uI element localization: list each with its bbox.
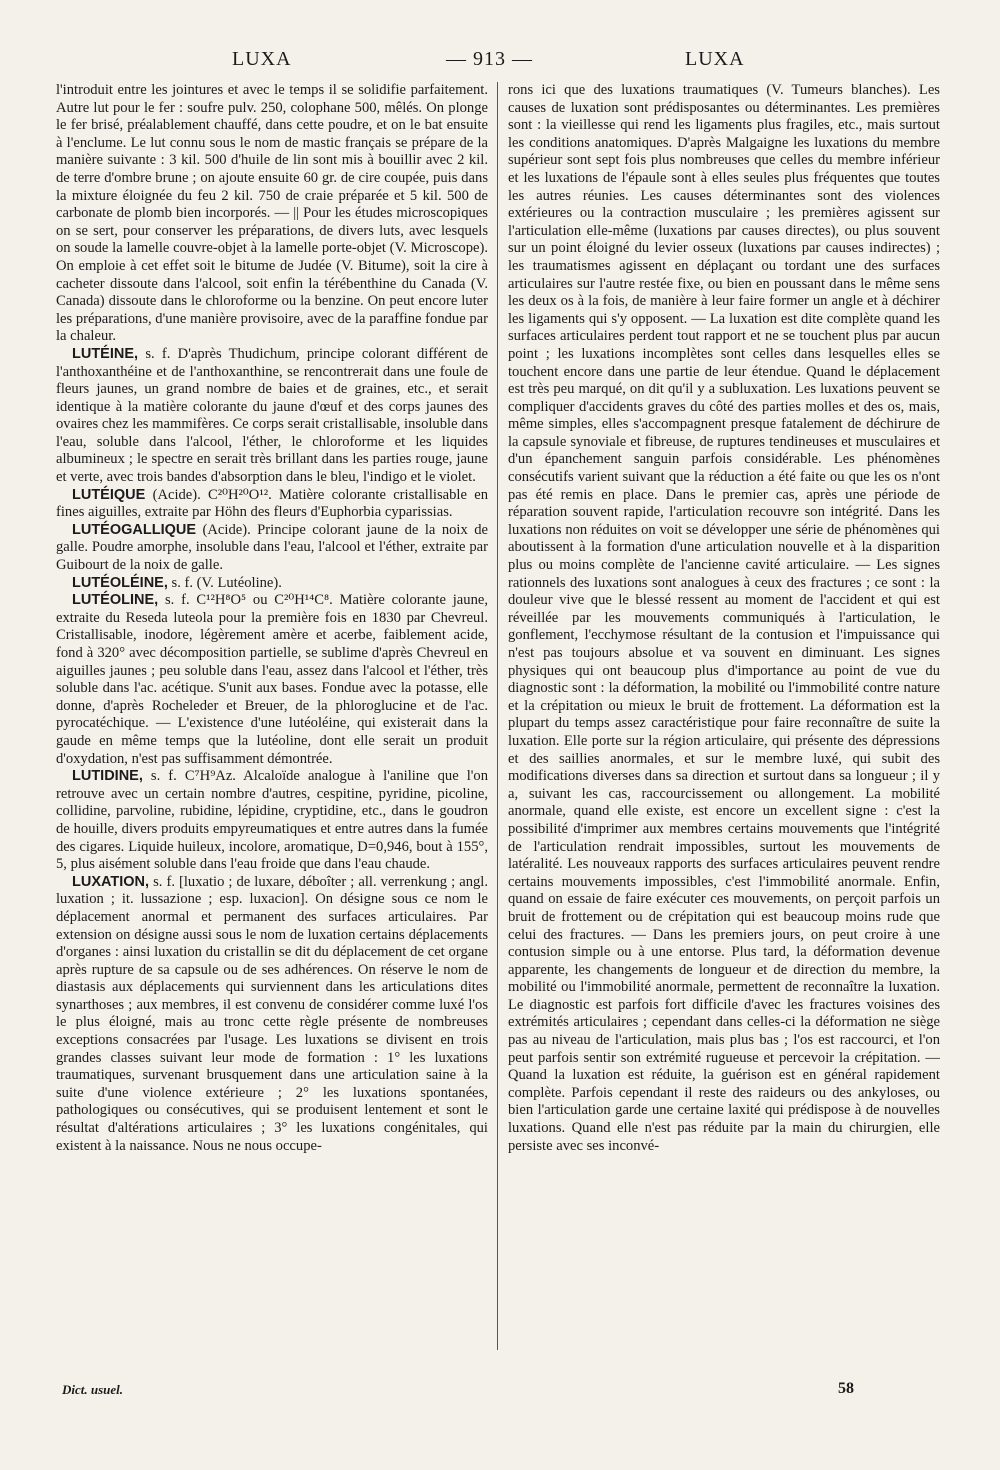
continued-paragraph: rons ici que des luxations traumatiques (V. Tumeurs blanches). Les causes de luxation sont prédisposantes ou déterminantes. Les premières sont : la vieillesse qui rend les ligaments plus fragiles, etc., mais surtout les conditions anatomiques. D'après Malgaigne les luxations du membre supérieur sont sept fois plus nombreuses que celles du membre inférieur et les luxations de l'épaule sont à elles seules plus fréquentes que toutes les autres réunies. Les causes déterminantes sont des violences extérieures ou la contraction musculaire ; les premières agissent sur l'articulation elle-même (luxations par causes directes), ou plus souvent sur un point éloigné du levier osseux (luxations par causes indirectes) ; les traumatismes agissent en déplaçant ou tordant une des surfaces articulaires sur l'autre restée fixe, ou bien en poussant dans le même sens les deux os à la fois, de manière à leur faire former un angle et à déchirer les ligaments qui s'y opposent. — La luxation est dite complète quand les surfaces articulaires perdent tout rapport et ne se touchent plus par aucun point ; les luxations incomplètes sont celles dans lesquelles elles se touchent encore dans une partie de leur étendue. Quand le déplacement est très peu marqué, on dit qu'il y a subluxation. Les luxations peuvent se compliquer d'accidents graves du côté des parties molles et des os, mais, même simples, elles s'accompagnent presque fatalement de déchirure de la capsule synoviale et fibreuse, de ruptures tendineuses et musculaires et d'un épanchement sanguin parfois considérable. Les phénomènes consécutifs varient suivant que la réduction a été faite ou que les os n'ont pas été remis en place. Dans le premier cas, après une période de réparation souvent rapide, l'articulation recouvre son intégrité. Dans les luxations non réduites on voit se développer une série de phénomènes qui aboutissent à la formation d'une articulation nouvelle et à la disparition plus ou moins complète de l'ancienne cavité articulaire. — Les signes rationnels des luxations sont analogues à ceux des fractures ; ce sont : la douleur vive que le blessé ressent au moment de l'accident et qui est réveillée par les mouvements communiqués à l'articulation, le gonflement, l'ecchymose résultant de la contusion et l'impuissance qui n'est pas toujours absolue et va souvent en diminuant. Les signes physiques qui ont beaucoup plus d'importance au point de vue du diagnostic sont : la déformation, la mobilité ou l'immobilité contre nature et la crépitation ou mieux le bruit de frottement. La déformation est la plupart du temps assez caractéristique pour faire reconnaître de suite la luxation. Elle porte sur la région articulaire, qui présente des dépressions et des saillies anormales, et sur le membre luxé, qui subit des modifications diverses dans sa direction et surtout dans sa longueur ; il y a, suivant les cas, raccourcissement ou allongement. La mobilité anormale, quand elle existe, est encore un excellent signe : c'est la possibilité d'imprimer aux membres certains mouvements que l'intégrité de l'articulation rendrait impossibles, surtout les mouvements de latéralité. Les nouveaux rapports des surfaces articulaires peuvent rendre certains mouvements impossibles, c'est l'immobilité anormale. Enfin, quand on essaie de faire exécuter ces mouvements, on perçoit parfois un bruit de frottement ou de crépitation qui est beaucoup moins rude que celui des fractures. — Dans les premiers jours, on peut croire à une contusion simple ou à une entorse. Plus tard, la déformation devenue apparente, les changements de longueur et de direction du membre, la mobilité ou l'immobilité anormale, permettent de reconnaître la luxation. Le diagnostic est parfois fort difficile d'avec les fractures voisines des extrémités articulaires ; cependant dans celles-ci la déformation ne siège pas au niveau de l'articulation, mais plus bas ; l'os est raccourci, et l'on peut parfois sentir son extrémité rugueuse et percevoir la crépitation. — Quand la luxation est réduite, la guérison est en général rapidement complète. Parfois cependant il reste des raideurs ou des ankyloses, ou bien l'articulation garde une certaine laxité qui prédispose à de nouvelles luxations. Quand elle n'est pas réduite par la main du chirurgien, elle persiste avec ses inconvé- — [508, 82, 940, 1154]
headword: LUTÉINE, — [72, 345, 139, 362]
entry-luteoleine — [56, 575, 488, 593]
entry-text: s. f. C¹²H⁸O⁵ ou C²⁰H¹⁴C⁸. Matière colorante jaune, extraite du Reseda luteola pour la première fois en 1830 par Chevreul. Cristallisable, inodore, légèrement amère et acerbe, faiblement acide, fond à 320° avec décomposition partielle, se sublime d'après Chevreul en aiguilles jaunes ; peu soluble dans l'eau, assez dans l'alcool et l'éther, très soluble dans l'ac. acétique. S'unit aux bases. Fondue avec la potasse, elle donne, d'après Rocheleder et Breuer, de la phloroglucine et de l'ac. pyrocatéchique. — L'existence d'une lutéoléine, qui existerait dans la gaude en même temps que la lutéoline, dont elle serait un produit d'oxydation, n'est pas suffisamment démontrée. — [56, 592, 488, 767]
running-head-right: LUXA — [685, 48, 745, 70]
headword: LUTÉOGALLIQUE — [72, 521, 197, 538]
headword: LUTIDINE, — [72, 768, 143, 785]
entry-text: s. f. D'après Thudichum, principe colorant différent de l'anthoxanthéine et de l'anthoxanthine, se rencontrerait dans une foule de fleurs jaunes, un grand nombre de baies et de graines, etc., et serait identique à la matière colorante du jaune d'œuf et des corps jaunes des ovaires chez les mammifères. Ce corps serait cristallisable, insoluble dans l'eau, soluble dans l'alcool, l'éther, le chloroforme et les liquides albumineux ; le spectre en serait très brillant dans les parties rouge, jaune et verte, avec trois bandes d'absorption dans le bleu, l'indigo et le violet. — [56, 345, 488, 486]
entry-text: (Acide). C²⁰H²⁰O¹². Matière colorante cristallisable en fines aiguilles, extraite par Höhn des fleurs d'Euphorbia cyparissias. — [56, 486, 488, 521]
headword: LUXATION, — [72, 873, 150, 890]
entry-text: s. f. [luxatio ; de luxare, déboîter ; all. verrenkung ; angl. luxation ; it. lussazione ; esp. luxacion]. On désigne sous ce nom le déplacement anormal et permanent des surfaces articulaires. Par extension on désigne aussi sous le nom de luxation certains déplacements d'organes : ainsi luxation du cristallin se dit du déplacement de cet organe après rupture de sa capsule ou de ses adhérences. On réserve le nom de diastasis aux déplacements qui surviennent dans les articulations dites synarthoses ; aux membres, il est convenu de considérer comme luxé l'os le plus éloigné, mais au tronc cette règle présente de nombreuses exceptions consacrées par l'usage. Les luxations se divisent en trois grandes classes suivant leur mode de formation : 1° les luxations traumatiques, survenant brusquement dans une articulation saine à la suite d'une violence extérieure ; 2° les luxations spontanées, pathologiques ou consécutives, qui se produisent lentement et sont le résultat d'altérations articulaires ; 3° les luxations congénitales, qui existent à la naissance. Nous ne nous occupe- — [56, 873, 488, 1154]
left-column — [56, 82, 488, 1352]
entry-lutidine — [56, 768, 488, 874]
page-number: — 913 — — [446, 48, 533, 70]
signature-number: 58 — [838, 1380, 854, 1397]
entry-text: (Acide). Principe colorant jaune de la noix de galle. Poudre amorphe, insoluble dans l'eau, l'alcool et l'éther, extraite par Guibourt de la noix de galle. — [56, 521, 488, 574]
right-column — [508, 82, 940, 1352]
entry-luteogallique — [56, 522, 488, 575]
running-head-left: LUXA — [232, 48, 292, 70]
entry-luteine — [56, 346, 488, 487]
entry-text: s. f. (V. Lutéoline). — [167, 574, 282, 591]
entry-text: s. f. C⁷H⁹Az. Alcaloïde analogue à l'aniline que l'on retrouve avec un certain nombre d'autres, cespitine, pyridine, picoline, collidine, parvoline, rubidine, lépidine, cryptidine, etc., dans le goudron de houille, divers produits empyreumatiques et entre autres dans la fumée des cigares. Liquide huileux, incolore, aromatique, D=0,946, bout à 155°, 5, plus aisément soluble dans l'eau froide que dans l'eau chaude. — [56, 768, 488, 873]
headword: LUTÉIQUE — [72, 486, 146, 503]
headword: LUTÉOLÉINE, — [72, 574, 168, 591]
page-header — [0, 48, 1000, 78]
entry-luteoline — [56, 592, 488, 768]
column-divider — [497, 82, 498, 1350]
entry-luteique — [56, 487, 488, 522]
entry-luxation — [56, 874, 488, 1156]
footer-signature: Dict. usuel. — [62, 1382, 124, 1397]
headword: LUTÉOLINE, — [72, 592, 159, 609]
continued-paragraph: l'introduit entre les jointures et avec le temps il se solidifie parfaitement. Autre lut pour le fer : soufre pulv. 250, colophane 500, mêlés. On plonge le fer brisé, préalablement chauffé, dans cette poudre, et on le bat ensuite à l'enclume. Le lut connu sous le nom de mastic français se prépare de la manière suivante : 3 kil. 500 d'huile de lin sont mis à bouillir avec 2 kil. de terre d'ombre brune ; on ajoute ensuite 60 gr. de cire coupée, puis dans la mixture éloignée du feu 2 kil. 750 de craie préparée et 5 kil. 500 de carbonate de plomb bien incorporés. — || Pour les études microscopiques on se sert, pour conserver les préparations, de divers luts, avec lesquels on soude la lamelle couvre-objet à la lamelle porte-objet (V. Microscope). On emploie à cet effet soit le bitume de Judée (V. Bitume), soit la cire à cacheter dissoute dans l'alcool, soit enfin la térébenthine du Canada (V. Canada) dissoute dans le chloroforme ou la benzine. On peut encore luter les préparations, d'une manière provisoire, avec de la paraffine fondue par la chaleur. — [56, 82, 488, 345]
